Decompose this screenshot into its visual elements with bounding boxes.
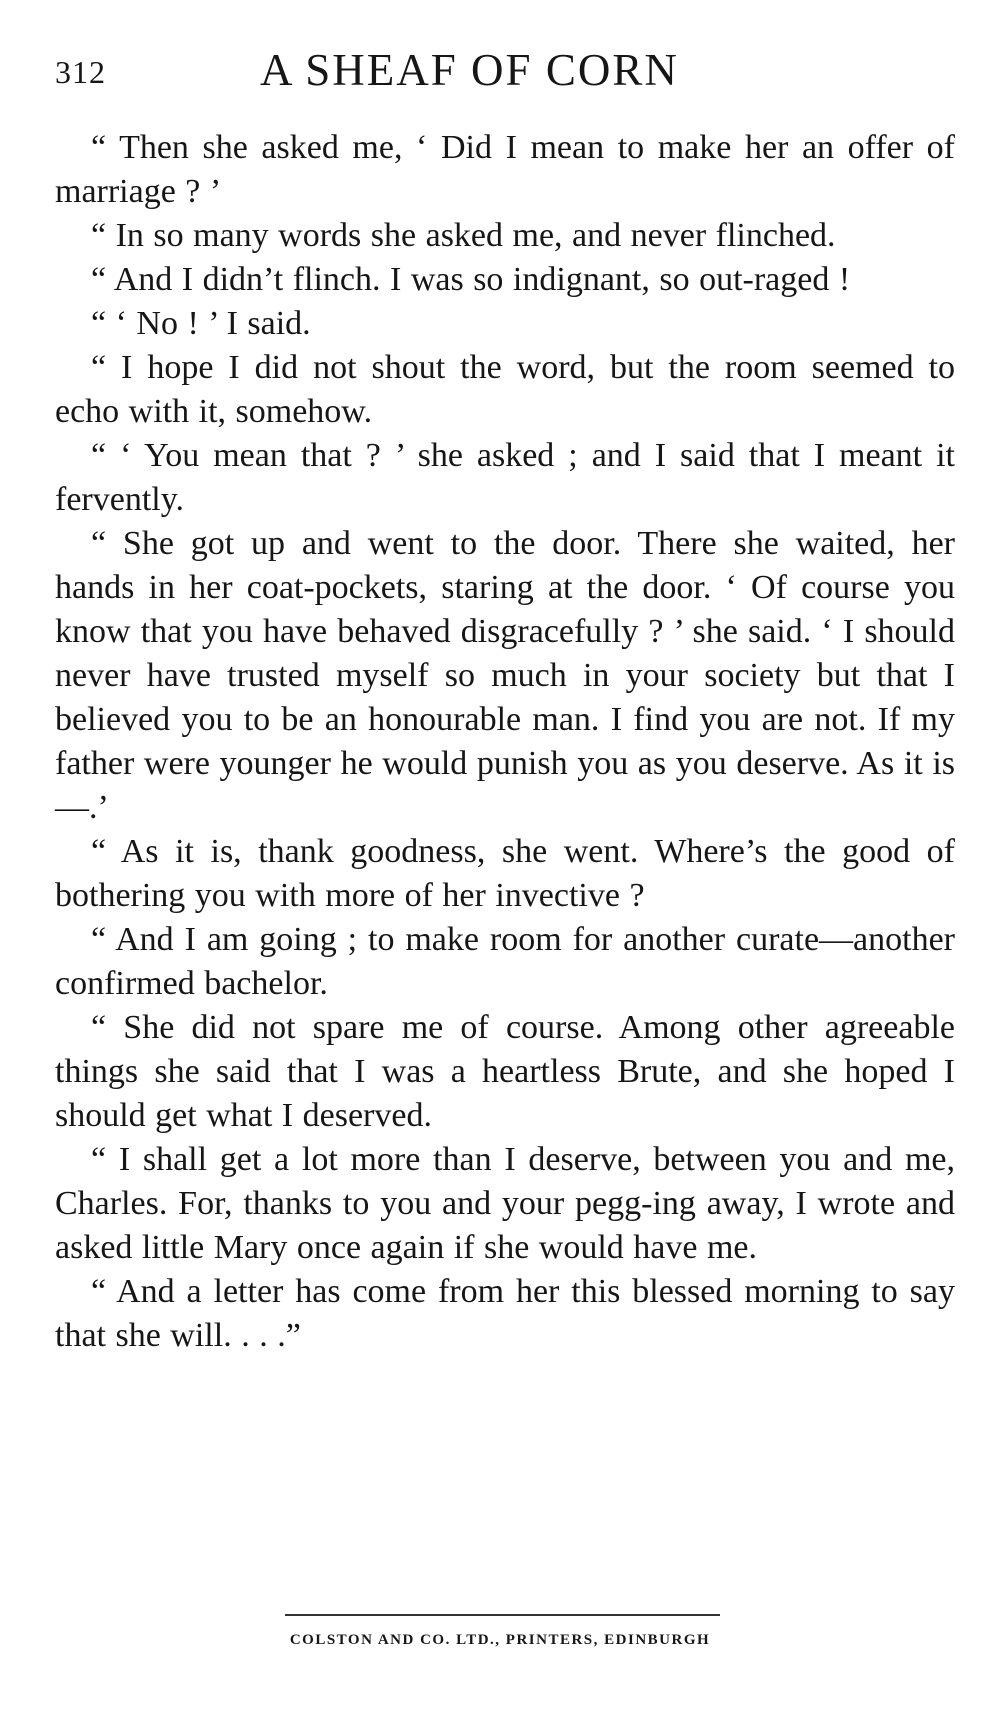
paragraph: “ And a letter has come from her this blessed morning to say that she will. . . .”: [55, 1273, 955, 1354]
paragraph: “ And I am going ; to make room for another curate—another confirmed bachelor.: [55, 921, 955, 1002]
paragraph: “ As it is, thank goodness, she went. Where’s the good of bothering you with more of her invective ?: [55, 833, 955, 914]
footer-rule: [285, 1614, 720, 1616]
paragraph: “ In so many words she asked me, and never flinched.: [91, 217, 836, 254]
paragraph: “ She did not spare me of course. Among other agreeable things she said that I was a heartless Brute, and she hoped I should get what I deserved.: [55, 1009, 955, 1134]
paragraph: “ ‘ You mean that ? ’ she asked ; and I said that I meant it fervently.: [55, 437, 955, 518]
running-head-title: A SHEAF OF CORN: [260, 45, 679, 95]
paragraph: “ And I didn’t flinch. I was so indignant, so out-raged !: [91, 261, 851, 298]
page-header: [55, 40, 955, 100]
paragraph: “ Then she asked me, ‘ Did I mean to make her an offer of marriage ? ’: [55, 129, 955, 210]
paragraph: “ ‘ No ! ’ I said.: [91, 305, 311, 342]
printer-imprint: COLSTON AND CO. LTD., PRINTERS, EDINBURGH: [289, 1632, 711, 1648]
paragraph: “ She got up and went to the door. There she waited, her hands in her coat-pockets, staring at the door. ‘ Of course you know that you have behaved disgracefully ? ’ she said. ‘ I should never have trusted myself so much in your society but that I believed you to be an honourable man. I find you are not. If my father were younger he would punish you as you deserve. As it is—.’: [55, 525, 955, 826]
paragraph: “ I hope I did not shout the word, but the room seemed to echo with it, somehow.: [55, 349, 955, 430]
page-number: 312: [55, 54, 106, 90]
body-text: [55, 126, 955, 1358]
paragraph: “ I shall get a lot more than I deserve, between you and me, Charles. For, thanks to you and your pegg-ing away, I wrote and asked little Mary once again if she would have me.: [55, 1141, 955, 1266]
